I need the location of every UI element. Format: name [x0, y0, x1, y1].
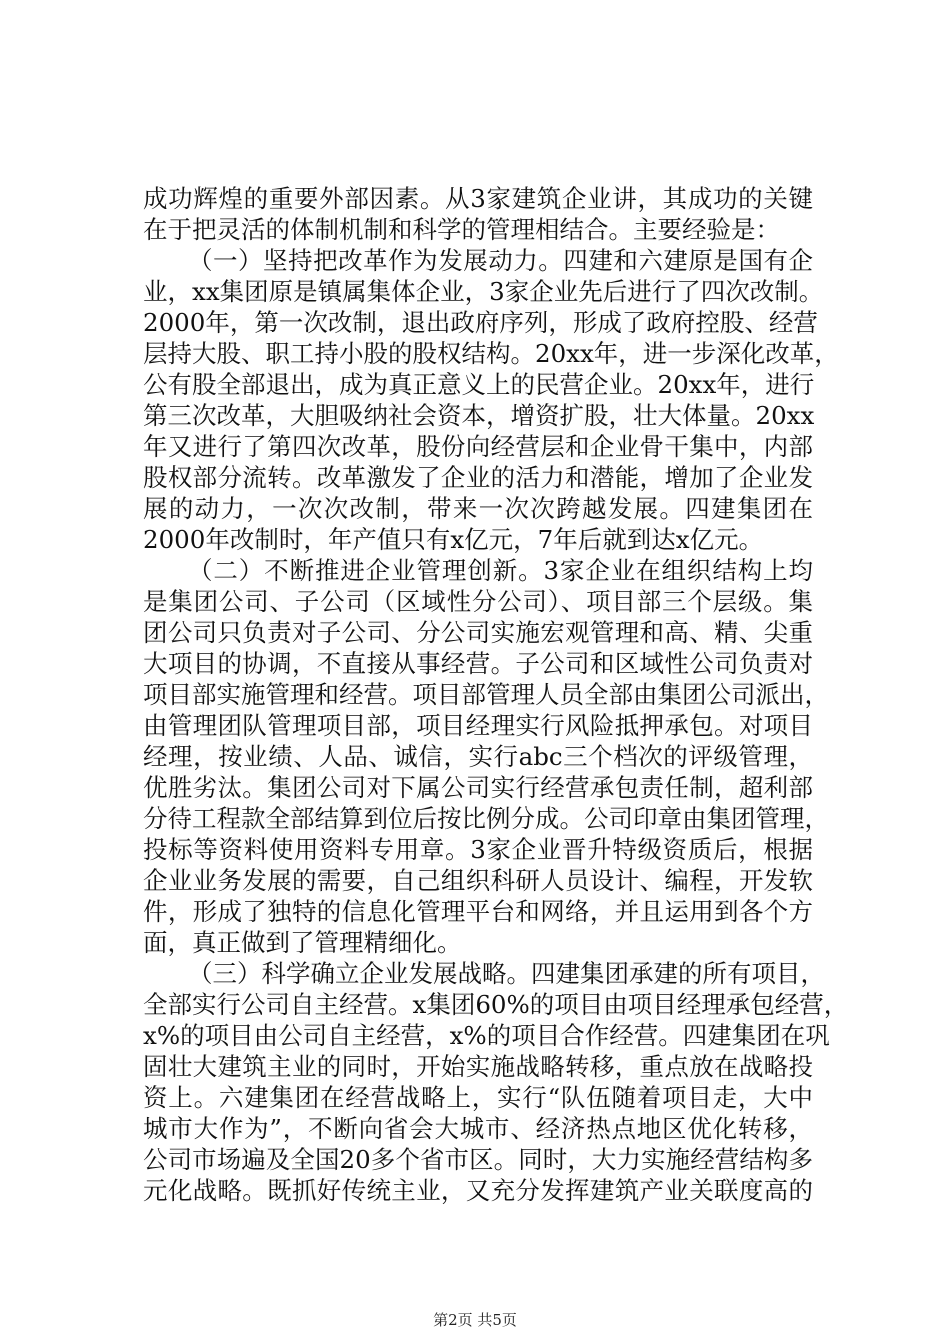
text-line: 由管理团队管理项目部，项目经理实行风险抵押承包。对项目 — [143, 711, 813, 740]
text-line: 层持大股、职工持小股的股权结构。20xx年，进一步深化改革， — [143, 339, 839, 368]
text-line: 投标等资料使用资料专用章。3家企业晋升特级资质后，根据 — [143, 835, 813, 864]
text-line: 城市大作为”，不断向省会大城市、经济热点地区优化转移， — [143, 1114, 813, 1143]
text-line: 企业业务发展的需要，自己组织科研人员设计、编程，开发软 — [143, 866, 813, 895]
text-line: 资上。六建集团在经营战略上，实行“队伍随着项目走，大中 — [143, 1083, 813, 1112]
text-line: 2000年改制时，年产值只有x亿元，7年后就到达x亿元。 — [143, 525, 764, 554]
text-line: 2000年，第一次改制，退出政府序列，形成了政府控股、经营 — [143, 308, 818, 337]
text-line: 业，xx集团原是镇属集体企业，3家企业先后进行了四次改制。 — [143, 277, 824, 306]
text-line: 分待工程款全部结算到位后按比例分成。公司印章由集团管理， — [143, 804, 829, 833]
text-line: （三）科学确立企业发展战略。四建集团承建的所有项目， — [188, 959, 825, 988]
text-line: 元化战略。既抓好传统主业，又充分发挥建筑产业关联度高的 — [143, 1176, 813, 1205]
text-line: 成功辉煌的重要外部因素。从3家建筑企业讲，其成功的关键 — [143, 184, 813, 213]
text-line: 项目部实施管理和经营。项目部管理人员全部由集团公司派出， — [143, 680, 829, 709]
text-line: 第三次改革，大胆吸纳社会资本，增资扩股，壮大体量。20xx — [143, 401, 815, 430]
text-line: 经理，按业绩、人品、诚信，实行abc三个档次的评级管理， — [143, 742, 813, 771]
text-line: 件，形成了独特的信息化管理平台和网络，并且运用到各个方 — [143, 897, 813, 926]
text-line: 面，真正做到了管理精细化。 — [143, 928, 462, 957]
text-line: 股权部分流转。改革激发了企业的活力和潜能，增加了企业发 — [143, 463, 813, 492]
text-line: （二）不断推进企业管理创新。3家企业在组织结构上均 — [188, 556, 813, 585]
text-line: 全部实行公司自主经营。x集团60%的项目由项目经理承包经营， — [143, 990, 849, 1019]
text-line: （一）坚持把改革作为发展动力。四建和六建原是国有企 — [188, 246, 813, 275]
text-line: 年又进行了第四次改革，股份向经营层和企业骨干集中，内部 — [143, 432, 813, 461]
text-line: 公司市场遍及全国20多个省市区。同时，大力实施经营结构多 — [143, 1145, 813, 1174]
text-line: x%的项目由公司自主经营，x%的项目合作经营。四建集团在巩 — [143, 1021, 830, 1050]
text-line: 大项目的协调，不直接从事经营。子公司和区域性公司负责对 — [143, 649, 813, 678]
text-line: 展的动力，一次次改制，带来一次次跨越发展。四建集团在 — [143, 494, 813, 523]
text-line: 固壮大建筑主业的同时，开始实施战略转移，重点放在战略投 — [143, 1052, 813, 1081]
page-footer: 第2页 共5页 — [433, 1311, 517, 1329]
text-line: 是集团公司、子公司（区域性分公司）、项目部三个层级。集 — [143, 587, 813, 616]
text-line: 优胜劣汰。集团公司对下属公司实行经营承包责任制，超利部 — [143, 773, 813, 802]
text-line: 公有股全部退出，成为真正意义上的民营企业。20xx年，进行 — [143, 370, 815, 399]
text-line: 团公司只负责对子公司、分公司实施宏观管理和高、精、尖重 — [143, 618, 813, 647]
text-line: 在于把灵活的体制机制和科学的管理相结合。主要经验是： — [143, 215, 780, 244]
